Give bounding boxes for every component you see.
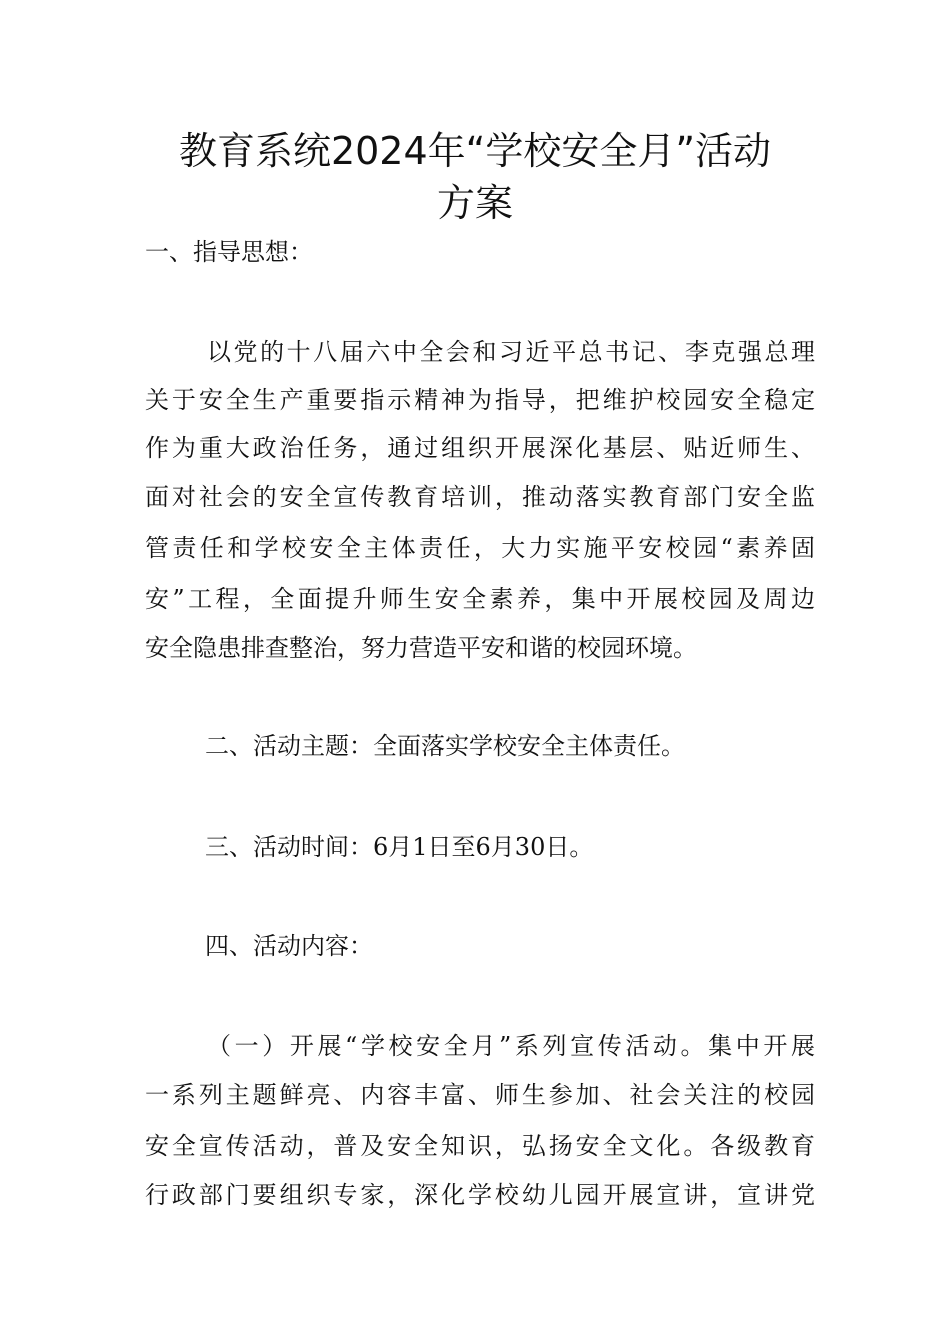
paragraph-line: （一）开展“学校安全月”系列宣传活动。集中开展 [207,1032,815,1060]
paragraph-line: 以党的十八届六中全会和习近平总书记、李克强总理 [207,338,815,366]
document-title-line-2: 方案 [436,181,513,225]
document-title-line-1: 教育系统2024年“学校安全月”活动 [178,129,772,173]
paragraph-line: 安全宣传活动，普及安全知识，弘扬安全文化。各级教育 [145,1132,815,1160]
paragraph-line: 安全隐患排查整治，努力营造平安和谐的校园环境。 [145,634,697,662]
paragraph-line: 管责任和学校安全主体责任，大力实施平安校园“素养固 [145,534,815,562]
paragraph-line: 安”工程，全面提升师生安全素养，集中开展校园及周边 [145,585,815,613]
paragraph-line: 作为重大政治任务，通过组织开展深化基层、贴近师生、 [145,434,815,462]
section-activity-time: 三、活动时间：6月1日至6月30日。 [205,833,594,861]
section-heading-guiding-thought: 一、指导思想： [145,238,313,266]
paragraph-line: 一系列主题鲜亮、内容丰富、师生参加、社会关注的校园 [145,1081,815,1109]
paragraph-line: 面对社会的安全宣传教育培训，推动落实教育部门安全监 [145,483,815,511]
section-heading-activity-content: 四、活动内容： [205,932,373,960]
paragraph-line: 关于安全生产重要指示精神为指导，把维护校园安全稳定 [145,386,815,414]
paragraph-line: 行政部门要组织专家，深化学校幼儿园开展宣讲，宣讲党 [145,1181,815,1209]
section-activity-theme: 二、活动主题：全面落实学校安全主体责任。 [205,732,685,760]
